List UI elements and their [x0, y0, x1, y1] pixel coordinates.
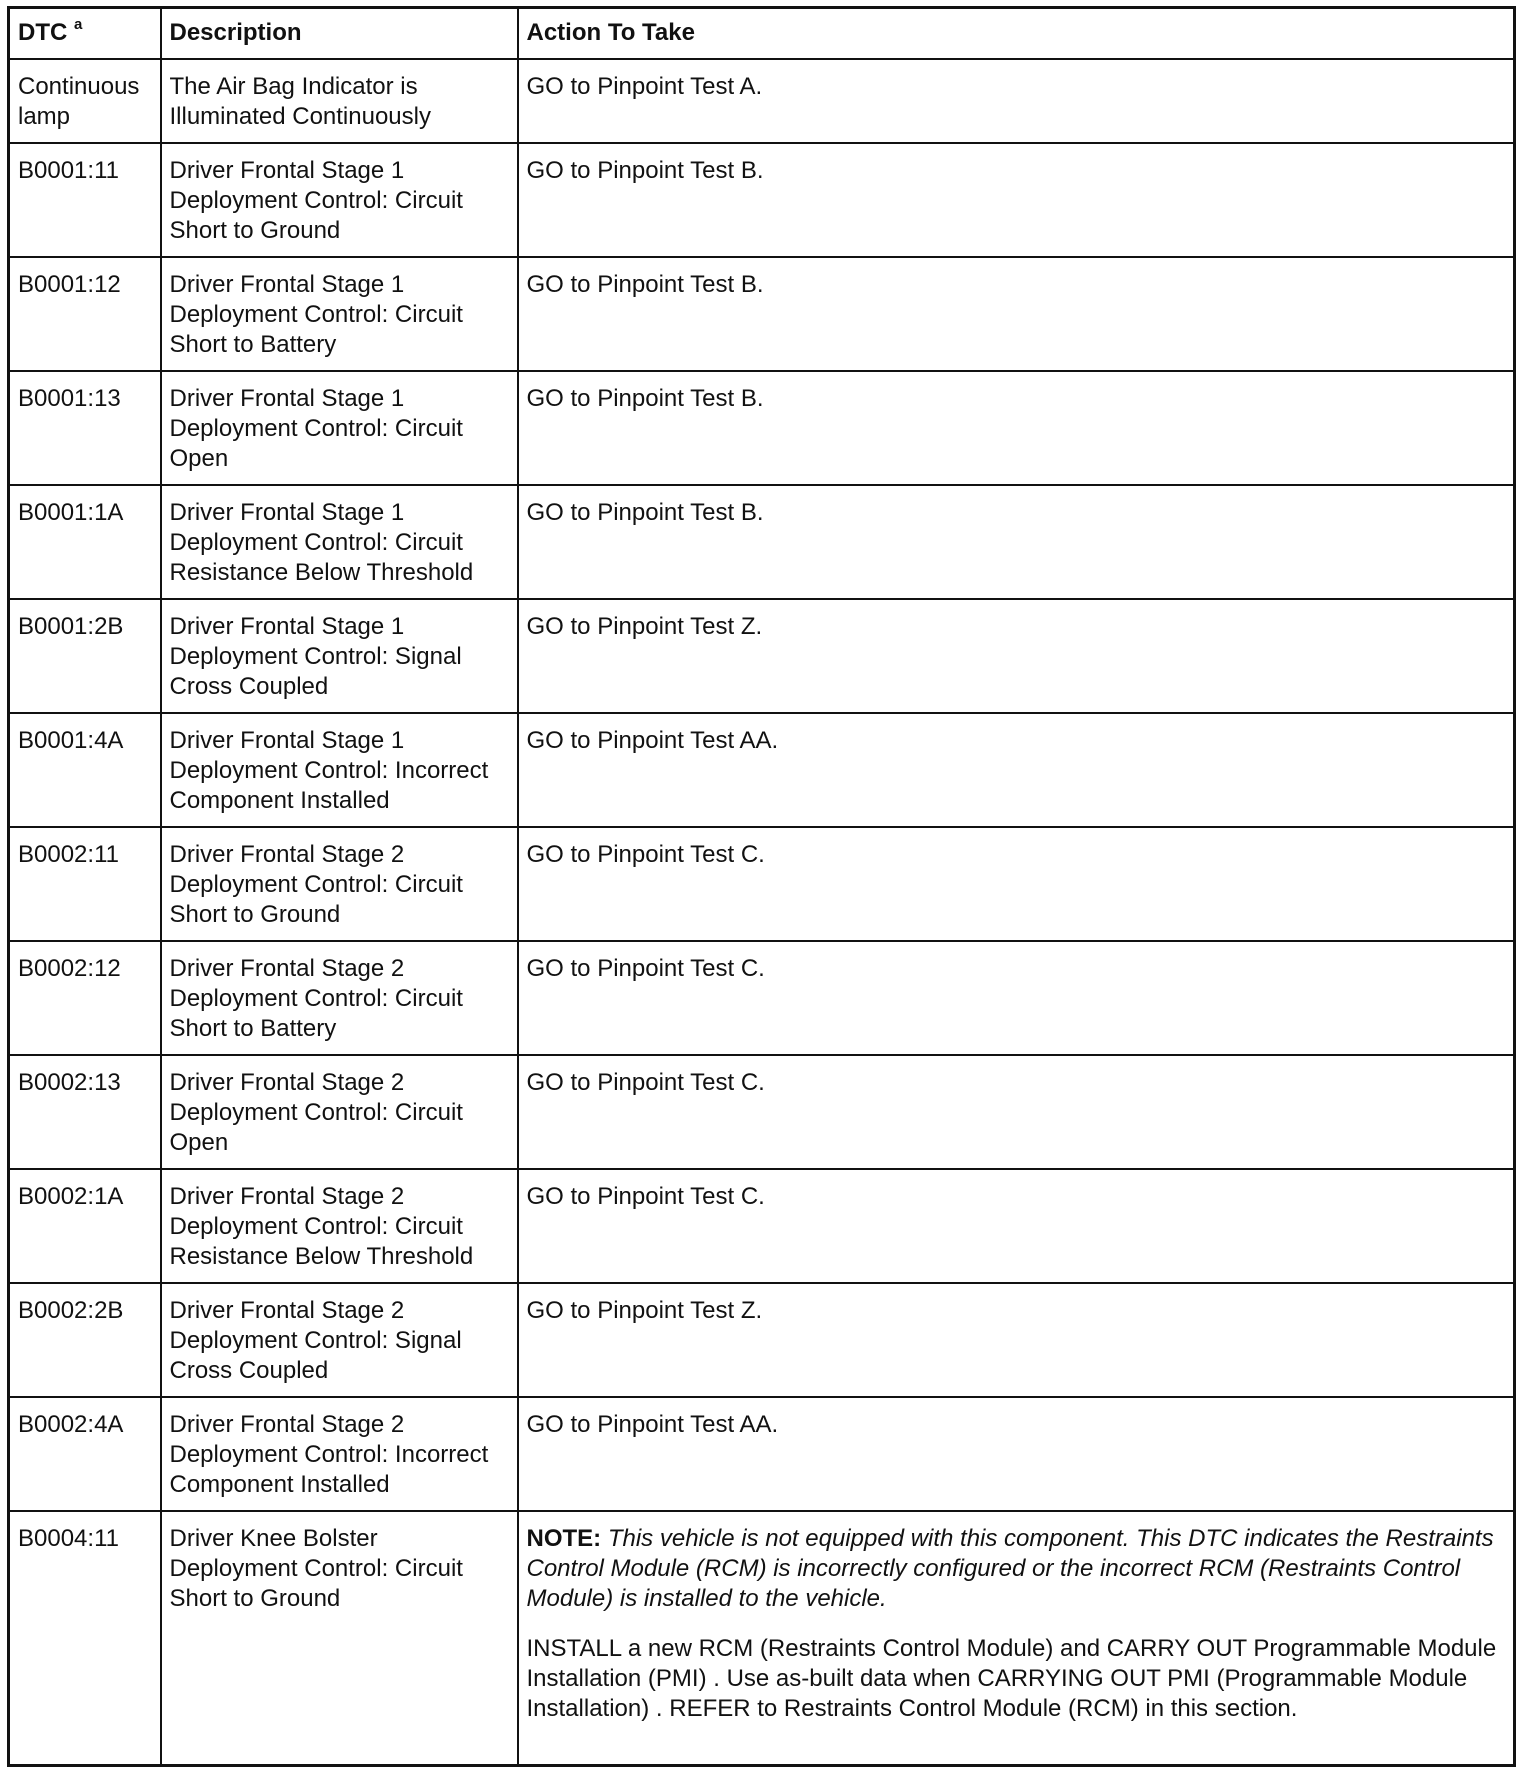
- table-row-note: [9, 1511, 1515, 1766]
- table-row: [9, 59, 1515, 143]
- dtc-code: B0004:11: [9, 1511, 161, 1766]
- note-block: [527, 1524, 1506, 1614]
- table-body: [9, 59, 1515, 1766]
- dtc-description: Driver Frontal Stage 1 Deployment Control: Circuit Open: [161, 371, 518, 485]
- header-action: Action To Take: [518, 8, 1515, 60]
- dtc-action: GO to Pinpoint Test A.: [518, 59, 1515, 143]
- dtc-code: B0001:1A: [9, 485, 161, 599]
- table-row: [9, 1397, 1515, 1511]
- dtc-footnote-marker: a: [74, 16, 83, 33]
- dtc-description: Driver Frontal Stage 1 Deployment Control: Circuit Resistance Below Threshold: [161, 485, 518, 599]
- dtc-code: B0002:1A: [9, 1169, 161, 1283]
- dtc-description: Driver Frontal Stage 2 Deployment Control: Circuit Open: [161, 1055, 518, 1169]
- dtc-action: GO to Pinpoint Test B.: [518, 485, 1515, 599]
- dtc-description: Driver Frontal Stage 1 Deployment Control: Circuit Short to Ground: [161, 143, 518, 257]
- header-dtc: [9, 8, 161, 60]
- dtc-action: GO to Pinpoint Test B.: [518, 257, 1515, 371]
- dtc-code: Continuous lamp: [9, 59, 161, 143]
- header-dtc-label: DTC: [18, 19, 68, 46]
- dtc-code: B0001:11: [9, 143, 161, 257]
- dtc-description: Driver Frontal Stage 1 Deployment Control: Signal Cross Coupled: [161, 599, 518, 713]
- dtc-description: Driver Frontal Stage 2 Deployment Control: Incorrect Component Installed: [161, 1397, 518, 1511]
- dtc-code: B0002:11: [9, 827, 161, 941]
- table-row: [9, 599, 1515, 713]
- dtc-code: B0001:12: [9, 257, 161, 371]
- dtc-action: GO to Pinpoint Test AA.: [518, 1397, 1515, 1511]
- dtc-action: GO to Pinpoint Test C.: [518, 1169, 1515, 1283]
- table-row: [9, 257, 1515, 371]
- dtc-description: Driver Frontal Stage 2 Deployment Control: Circuit Resistance Below Threshold: [161, 1169, 518, 1283]
- dtc-action: GO to Pinpoint Test Z.: [518, 1283, 1515, 1397]
- dtc-action: GO to Pinpoint Test B.: [518, 371, 1515, 485]
- dtc-action: GO to Pinpoint Test C.: [518, 1055, 1515, 1169]
- table-row: [9, 485, 1515, 599]
- table-row: [9, 941, 1515, 1055]
- dtc-description: Driver Frontal Stage 1 Deployment Control: Circuit Short to Battery: [161, 257, 518, 371]
- dtc-code: B0002:2B: [9, 1283, 161, 1397]
- table-row: [9, 827, 1515, 941]
- note-label: NOTE:: [526, 1525, 602, 1552]
- table-header: [9, 8, 1515, 60]
- install-instruction: INSTALL a new RCM (Restraints Control Module) and CARRY OUT Programmable Module Installation (PMI) . Use as-built data when CARRYING OUT PMI (Programmable Module Installation) . REFER to Restraints Control Module (RCM) in this section.: [526, 1635, 1497, 1722]
- dtc-description: Driver Frontal Stage 2 Deployment Control: Circuit Short to Ground: [161, 827, 518, 941]
- dtc-code: B0002:4A: [9, 1397, 161, 1511]
- dtc-action: GO to Pinpoint Test C.: [518, 941, 1515, 1055]
- table-row: [9, 143, 1515, 257]
- table-row: [9, 371, 1515, 485]
- dtc-description: Driver Frontal Stage 2 Deployment Control: Circuit Short to Battery: [161, 941, 518, 1055]
- dtc-code: B0002:12: [9, 941, 161, 1055]
- dtc-action: GO to Pinpoint Test Z.: [518, 599, 1515, 713]
- dtc-description: Driver Knee Bolster Deployment Control: Circuit Short to Ground: [161, 1511, 518, 1766]
- dtc-code: B0002:13: [9, 1055, 161, 1169]
- header-description: Description: [161, 8, 518, 60]
- table-row: [9, 713, 1515, 827]
- table-row: [9, 1169, 1515, 1283]
- dtc-table: [7, 6, 1516, 1767]
- dtc-code: B0001:2B: [9, 599, 161, 713]
- table-row: [9, 1055, 1515, 1169]
- dtc-action: [518, 1511, 1515, 1766]
- dtc-code: B0001:13: [9, 371, 161, 485]
- dtc-action: GO to Pinpoint Test C.: [518, 827, 1515, 941]
- dtc-description: Driver Frontal Stage 2 Deployment Control: Signal Cross Coupled: [161, 1283, 518, 1397]
- note-text: This vehicle is not equipped with this component. This DTC indicates the Restraints Control Module (RCM) is incorrectly configured or the incorrect RCM (Restraints Control Module) is installed to the vehicle.: [526, 1525, 1494, 1612]
- header-row: [9, 8, 1515, 60]
- dtc-description: Driver Frontal Stage 1 Deployment Control: Incorrect Component Installed: [161, 713, 518, 827]
- dtc-action: GO to Pinpoint Test AA.: [518, 713, 1515, 827]
- table-row: [9, 1283, 1515, 1397]
- dtc-action: GO to Pinpoint Test B.: [518, 143, 1515, 257]
- dtc-description: The Air Bag Indicator is Illuminated Continuously: [161, 59, 518, 143]
- dtc-code: B0001:4A: [9, 713, 161, 827]
